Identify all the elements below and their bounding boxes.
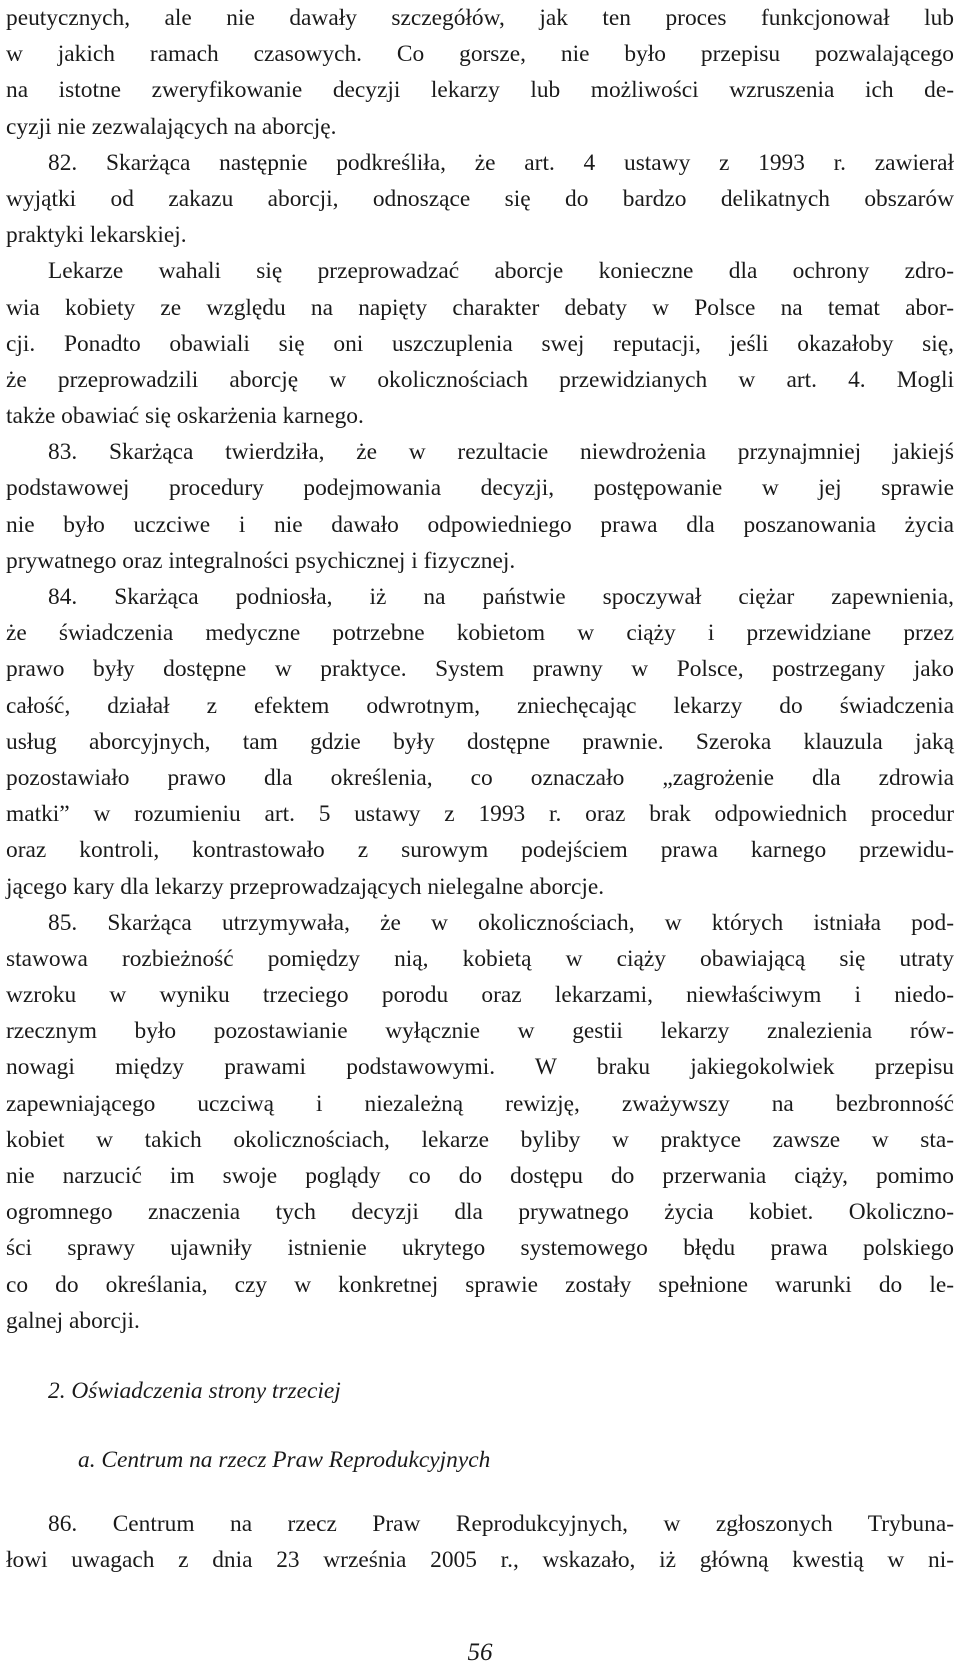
text-line: łowi uwagach z dnia 23 września 2005 r., wskazało, iż główną kwestią w ni- xyxy=(6,1547,954,1574)
page-number: 56 xyxy=(467,1639,493,1666)
body-text-part2 xyxy=(6,1506,954,1578)
text-line: kobiet w takich okolicznościach, lekarze byliby w praktyce zawsze w sta- xyxy=(6,1126,954,1153)
text-line: podstawowej procedury podejmowania decyzji, postępowanie w jej sprawie xyxy=(6,475,954,502)
text-line: na istotne zweryfikowanie decyzji lekarzy lub możliwości wzruszenia ich de- xyxy=(6,77,954,104)
text-line: w jakich ramach czasowych. Co gorsze, nie było przepisu pozwalającego xyxy=(6,41,954,68)
text-line: praktyki lekarskiej. xyxy=(6,222,187,249)
paragraph-85-start: 85. Skarżąca utrzymywała, że w okolicznościach, w których istniała pod- xyxy=(48,909,954,936)
text-line: że świadczenia medyczne potrzebne kobietom w ciąży i przewidziane przez xyxy=(6,620,954,647)
text-line: ogromnego znaczenia tych decyzji dla prywatnego życia kobiet. Okoliczno- xyxy=(6,1199,954,1226)
paragraph-84-start: 84. Skarżąca podniosła, iż na państwie spoczywał ciężar zapewnienia, xyxy=(48,584,954,610)
text-line: cji. Ponadto obawiali się oni uszczuplenia swej reputacji, jeśli okazałoby się, xyxy=(6,330,954,357)
text-line: wia kobiety ze względu na napięty charakter debaty w Polsce na temat abor- xyxy=(6,294,954,321)
text-line: całość, działał z efektem odwrotnym, zniechęcając lekarzy do świadczenia xyxy=(6,692,954,719)
text-line: nowagi między prawami podstawowymi. W braku jakiegokolwiek przepisu xyxy=(6,1054,954,1081)
text-line: zapewniającego uczciwą i niezależną rewizję, zważywszy na bezbronność xyxy=(6,1090,954,1117)
text-line: Lekarze wahali się przeprowadzać aborcje konieczne dla ochrony zdro- xyxy=(48,258,954,285)
text-line: nie narzucić im swoje poglądy co do dostępu do przerwania ciąży, pomimo xyxy=(6,1163,954,1189)
text-line: oraz kontroli, kontrastowało z surowym podejściem prawa karnego przewidu- xyxy=(6,837,954,864)
text-line: prywatnego oraz integralności psychicznej i fizycznej. xyxy=(6,547,516,574)
text-line: cyzji nie zezwalających na aborcję. xyxy=(6,113,337,140)
text-line: stawowa rozbieżność pomiędzy nią, kobietą w ciąży obawiającą się utraty xyxy=(6,945,954,972)
paragraph-82-start: 82. Skarżąca następnie podkreśliła, że art. 4 ustawy z 1993 r. zawierał xyxy=(48,149,954,176)
text-line: ści sprawy ujawniły istnienie ukrytego systemowego błędu prawa polskiego xyxy=(6,1235,954,1262)
text-line: także obawiać się oskarżenia karnego. xyxy=(6,403,364,430)
text-line: pozostawiało prawo dla określenia, co oznaczało „zagrożenie dla zdrowia xyxy=(6,764,954,791)
paragraph-86-start: 86. Centrum na rzecz Praw Reprodukcyjnych, w zgłoszonych Trybuna- xyxy=(48,1511,954,1537)
subsection-heading: a. Centrum na rzecz Praw Reprodukcyjnych xyxy=(78,1447,491,1473)
text-line: wyjątki od zakazu aborcji, odnoszące się do bardzo delikatnych obszarów xyxy=(6,185,954,212)
text-line: prawo były dostępne w praktyce. System prawny w Polsce, postrzegany jako xyxy=(6,656,954,683)
text-line: że przeprowadzili aborcję w okolicznościach przewidzianych w art. 4. Mogli xyxy=(6,366,954,393)
text-line: usług aborcyjnych, tam gdzie były dostępne prawnie. Szeroka klauzula jaką xyxy=(6,728,954,755)
text-line: co do określania, czy w konkretnej sprawie zostały spełnione warunki do le- xyxy=(6,1271,954,1298)
text-line: jącego kary dla lekarzy przeprowadzających nielegalne aborcje. xyxy=(6,873,605,900)
text-line: rzecznym było pozostawianie wyłącznie w gestii lekarzy znalezienia rów- xyxy=(6,1018,954,1045)
text-line: nie było uczciwe i nie dawało odpowiedniego prawa dla poszanowania życia xyxy=(6,511,954,538)
section-heading: 2. Oświadczenia strony trzeciej xyxy=(48,1378,341,1404)
body-text-part1 xyxy=(6,0,954,1339)
text-line: peutycznych, ale nie dawały szczegółów, jak ten proces funkcjonował lub xyxy=(6,5,954,31)
text-line: wzroku w wyniku trzeciego porodu oraz lekarzami, niewłaściwym i niedo- xyxy=(6,982,954,1009)
text-line: matki” w rozumieniu art. 5 ustawy z 1993 r. oraz brak odpowiednich procedur xyxy=(6,801,954,828)
paragraph-83-start: 83. Skarżąca twierdziła, że w rezultacie niewdrożenia przynajmniej jakiejś xyxy=(48,439,954,466)
text-line: galnej aborcji. xyxy=(6,1307,140,1334)
